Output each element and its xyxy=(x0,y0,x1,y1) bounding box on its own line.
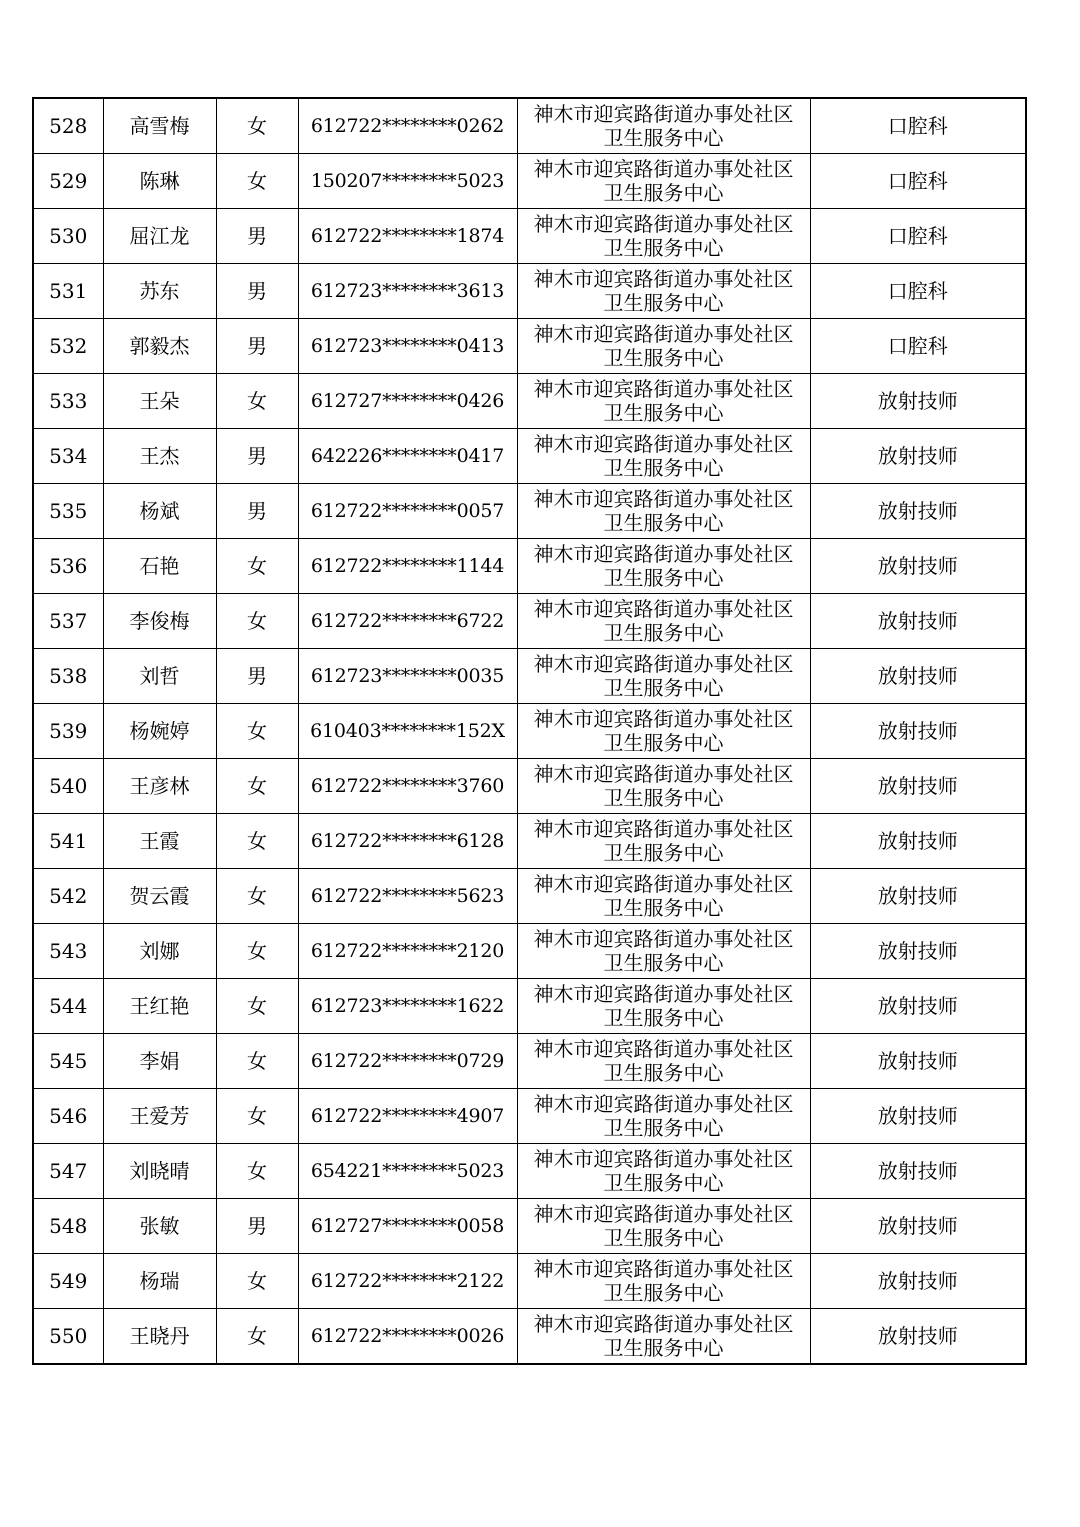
gender-cell: 男 xyxy=(216,484,298,539)
id-number-cell: 612722********4907 xyxy=(298,1089,517,1144)
row-number-cell: 550 xyxy=(33,1309,103,1365)
name-cell: 刘晓晴 xyxy=(103,1144,216,1199)
unit-line-2: 卫生服务中心 xyxy=(603,1006,724,1030)
post-cell: 放射技师 xyxy=(810,539,1026,594)
table-row xyxy=(33,484,1026,539)
unit-line-1: 神木市迎宾路街道办事处社区 xyxy=(533,1312,794,1336)
row-number-cell: 537 xyxy=(33,594,103,649)
unit-line-1: 神木市迎宾路街道办事处社区 xyxy=(533,597,794,621)
name-cell: 王彦林 xyxy=(103,759,216,814)
unit-line-1: 神木市迎宾路街道办事处社区 xyxy=(533,432,794,456)
table-row xyxy=(33,209,1026,264)
unit-line-2: 卫生服务中心 xyxy=(603,346,724,370)
post-cell: 放射技师 xyxy=(810,1144,1026,1199)
name-cell: 杨瑞 xyxy=(103,1254,216,1309)
gender-cell: 男 xyxy=(216,429,298,484)
table-row xyxy=(33,264,1026,319)
gender-cell: 女 xyxy=(216,759,298,814)
unit-cell xyxy=(517,1089,810,1144)
name-cell: 刘娜 xyxy=(103,924,216,979)
id-number-cell: 612722********0262 xyxy=(298,98,517,154)
gender-cell: 女 xyxy=(216,1034,298,1089)
unit-line-2: 卫生服务中心 xyxy=(603,731,724,755)
gender-cell: 男 xyxy=(216,649,298,704)
gender-cell: 女 xyxy=(216,1254,298,1309)
unit-cell xyxy=(517,649,810,704)
unit-line-1: 神木市迎宾路街道办事处社区 xyxy=(533,1092,794,1116)
unit-line-1: 神木市迎宾路街道办事处社区 xyxy=(533,927,794,951)
roster-table xyxy=(32,97,1027,1365)
unit-cell xyxy=(517,1034,810,1089)
id-number-cell: 612722********0026 xyxy=(298,1309,517,1365)
row-number-cell: 547 xyxy=(33,1144,103,1199)
unit-line-1: 神木市迎宾路街道办事处社区 xyxy=(533,707,794,731)
unit-line-1: 神木市迎宾路街道办事处社区 xyxy=(533,652,794,676)
gender-cell: 女 xyxy=(216,374,298,429)
unit-line-2: 卫生服务中心 xyxy=(603,1226,724,1250)
unit-line-1: 神木市迎宾路街道办事处社区 xyxy=(533,542,794,566)
id-number-cell: 612722********2120 xyxy=(298,924,517,979)
unit-line-2: 卫生服务中心 xyxy=(603,896,724,920)
unit-line-2: 卫生服务中心 xyxy=(603,1171,724,1195)
unit-line-1: 神木市迎宾路街道办事处社区 xyxy=(533,102,794,126)
unit-line-2: 卫生服务中心 xyxy=(603,786,724,810)
unit-cell xyxy=(517,759,810,814)
id-number-cell: 612722********0729 xyxy=(298,1034,517,1089)
name-cell: 王晓丹 xyxy=(103,1309,216,1365)
gender-cell: 女 xyxy=(216,98,298,154)
post-cell: 放射技师 xyxy=(810,759,1026,814)
table-row xyxy=(33,98,1026,154)
name-cell: 高雪梅 xyxy=(103,98,216,154)
unit-line-1: 神木市迎宾路街道办事处社区 xyxy=(533,762,794,786)
gender-cell: 女 xyxy=(216,924,298,979)
post-cell: 放射技师 xyxy=(810,704,1026,759)
table-row xyxy=(33,1089,1026,1144)
table-row xyxy=(33,1309,1026,1365)
row-number-cell: 546 xyxy=(33,1089,103,1144)
unit-line-1: 神木市迎宾路街道办事处社区 xyxy=(533,1037,794,1061)
table-row xyxy=(33,319,1026,374)
post-cell: 放射技师 xyxy=(810,924,1026,979)
post-cell: 口腔科 xyxy=(810,154,1026,209)
gender-cell: 女 xyxy=(216,979,298,1034)
id-number-cell: 610403********152X xyxy=(298,704,517,759)
unit-cell xyxy=(517,484,810,539)
id-number-cell: 612723********0413 xyxy=(298,319,517,374)
unit-cell xyxy=(517,1144,810,1199)
table-row xyxy=(33,814,1026,869)
unit-line-1: 神木市迎宾路街道办事处社区 xyxy=(533,872,794,896)
unit-cell xyxy=(517,869,810,924)
unit-cell xyxy=(517,814,810,869)
table-row xyxy=(33,1144,1026,1199)
name-cell: 王爱芳 xyxy=(103,1089,216,1144)
unit-line-2: 卫生服务中心 xyxy=(603,1281,724,1305)
unit-line-1: 神木市迎宾路街道办事处社区 xyxy=(533,1202,794,1226)
name-cell: 苏东 xyxy=(103,264,216,319)
id-number-cell: 612723********0035 xyxy=(298,649,517,704)
unit-line-1: 神木市迎宾路街道办事处社区 xyxy=(533,817,794,841)
id-number-cell: 612727********0058 xyxy=(298,1199,517,1254)
post-cell: 放射技师 xyxy=(810,429,1026,484)
unit-line-1: 神木市迎宾路街道办事处社区 xyxy=(533,267,794,291)
table-row xyxy=(33,759,1026,814)
row-number-cell: 538 xyxy=(33,649,103,704)
unit-line-2: 卫生服务中心 xyxy=(603,401,724,425)
id-number-cell: 612722********3760 xyxy=(298,759,517,814)
table-row xyxy=(33,1034,1026,1089)
row-number-cell: 543 xyxy=(33,924,103,979)
post-cell: 放射技师 xyxy=(810,649,1026,704)
table-row xyxy=(33,979,1026,1034)
name-cell: 王霞 xyxy=(103,814,216,869)
table-row xyxy=(33,704,1026,759)
unit-cell xyxy=(517,539,810,594)
row-number-cell: 529 xyxy=(33,154,103,209)
id-number-cell: 612722********6722 xyxy=(298,594,517,649)
post-cell: 口腔科 xyxy=(810,98,1026,154)
roster-body xyxy=(33,98,1026,1364)
table-row xyxy=(33,539,1026,594)
table-row xyxy=(33,869,1026,924)
table-row xyxy=(33,154,1026,209)
unit-cell xyxy=(517,594,810,649)
row-number-cell: 534 xyxy=(33,429,103,484)
post-cell: 放射技师 xyxy=(810,1034,1026,1089)
unit-line-2: 卫生服务中心 xyxy=(603,291,724,315)
unit-line-1: 神木市迎宾路街道办事处社区 xyxy=(533,157,794,181)
row-number-cell: 536 xyxy=(33,539,103,594)
table-row xyxy=(33,594,1026,649)
table-row xyxy=(33,924,1026,979)
row-number-cell: 531 xyxy=(33,264,103,319)
unit-line-1: 神木市迎宾路街道办事处社区 xyxy=(533,982,794,1006)
unit-line-2: 卫生服务中心 xyxy=(603,1116,724,1140)
gender-cell: 女 xyxy=(216,869,298,924)
row-number-cell: 542 xyxy=(33,869,103,924)
unit-cell xyxy=(517,264,810,319)
row-number-cell: 533 xyxy=(33,374,103,429)
id-number-cell: 642226********0417 xyxy=(298,429,517,484)
unit-line-2: 卫生服务中心 xyxy=(603,566,724,590)
unit-line-1: 神木市迎宾路街道办事处社区 xyxy=(533,1147,794,1171)
row-number-cell: 528 xyxy=(33,98,103,154)
unit-line-1: 神木市迎宾路街道办事处社区 xyxy=(533,377,794,401)
name-cell: 杨婉婷 xyxy=(103,704,216,759)
unit-line-1: 神木市迎宾路街道办事处社区 xyxy=(533,487,794,511)
row-number-cell: 530 xyxy=(33,209,103,264)
gender-cell: 女 xyxy=(216,1144,298,1199)
id-number-cell: 612723********3613 xyxy=(298,264,517,319)
id-number-cell: 612723********1622 xyxy=(298,979,517,1034)
gender-cell: 女 xyxy=(216,594,298,649)
gender-cell: 男 xyxy=(216,209,298,264)
id-number-cell: 612722********1874 xyxy=(298,209,517,264)
name-cell: 陈琳 xyxy=(103,154,216,209)
name-cell: 王杰 xyxy=(103,429,216,484)
row-number-cell: 539 xyxy=(33,704,103,759)
id-number-cell: 612727********0426 xyxy=(298,374,517,429)
post-cell: 放射技师 xyxy=(810,1254,1026,1309)
name-cell: 李俊梅 xyxy=(103,594,216,649)
post-cell: 放射技师 xyxy=(810,374,1026,429)
name-cell: 郭毅杰 xyxy=(103,319,216,374)
gender-cell: 女 xyxy=(216,539,298,594)
name-cell: 李娟 xyxy=(103,1034,216,1089)
row-number-cell: 535 xyxy=(33,484,103,539)
gender-cell: 女 xyxy=(216,1309,298,1365)
unit-cell xyxy=(517,704,810,759)
post-cell: 放射技师 xyxy=(810,1199,1026,1254)
row-number-cell: 549 xyxy=(33,1254,103,1309)
gender-cell: 女 xyxy=(216,154,298,209)
post-cell: 放射技师 xyxy=(810,979,1026,1034)
name-cell: 屈江龙 xyxy=(103,209,216,264)
unit-cell xyxy=(517,429,810,484)
name-cell: 张敏 xyxy=(103,1199,216,1254)
name-cell: 石艳 xyxy=(103,539,216,594)
post-cell: 放射技师 xyxy=(810,814,1026,869)
unit-line-2: 卫生服务中心 xyxy=(603,456,724,480)
table-row xyxy=(33,1254,1026,1309)
post-cell: 口腔科 xyxy=(810,209,1026,264)
unit-line-2: 卫生服务中心 xyxy=(603,511,724,535)
unit-line-2: 卫生服务中心 xyxy=(603,181,724,205)
table-row xyxy=(33,649,1026,704)
row-number-cell: 545 xyxy=(33,1034,103,1089)
gender-cell: 男 xyxy=(216,1199,298,1254)
post-cell: 放射技师 xyxy=(810,1089,1026,1144)
id-number-cell: 150207********5023 xyxy=(298,154,517,209)
unit-cell xyxy=(517,1254,810,1309)
id-number-cell: 654221********5023 xyxy=(298,1144,517,1199)
post-cell: 放射技师 xyxy=(810,869,1026,924)
unit-line-2: 卫生服务中心 xyxy=(603,841,724,865)
gender-cell: 女 xyxy=(216,814,298,869)
id-number-cell: 612722********2122 xyxy=(298,1254,517,1309)
id-number-cell: 612722********5623 xyxy=(298,869,517,924)
row-number-cell: 532 xyxy=(33,319,103,374)
post-cell: 放射技师 xyxy=(810,484,1026,539)
unit-cell xyxy=(517,374,810,429)
name-cell: 刘哲 xyxy=(103,649,216,704)
unit-cell xyxy=(517,979,810,1034)
unit-line-2: 卫生服务中心 xyxy=(603,951,724,975)
gender-cell: 男 xyxy=(216,319,298,374)
unit-cell xyxy=(517,319,810,374)
name-cell: 杨斌 xyxy=(103,484,216,539)
unit-line-2: 卫生服务中心 xyxy=(603,676,724,700)
unit-line-1: 神木市迎宾路街道办事处社区 xyxy=(533,1257,794,1281)
unit-line-2: 卫生服务中心 xyxy=(603,126,724,150)
row-number-cell: 548 xyxy=(33,1199,103,1254)
name-cell: 王红艳 xyxy=(103,979,216,1034)
post-cell: 口腔科 xyxy=(810,264,1026,319)
row-number-cell: 544 xyxy=(33,979,103,1034)
table-row xyxy=(33,1199,1026,1254)
unit-cell xyxy=(517,1199,810,1254)
post-cell: 放射技师 xyxy=(810,1309,1026,1365)
unit-cell xyxy=(517,1309,810,1365)
gender-cell: 女 xyxy=(216,1089,298,1144)
post-cell: 放射技师 xyxy=(810,594,1026,649)
unit-cell xyxy=(517,209,810,264)
row-number-cell: 540 xyxy=(33,759,103,814)
post-cell: 口腔科 xyxy=(810,319,1026,374)
unit-cell xyxy=(517,924,810,979)
name-cell: 王朵 xyxy=(103,374,216,429)
unit-line-2: 卫生服务中心 xyxy=(603,621,724,645)
unit-line-2: 卫生服务中心 xyxy=(603,236,724,260)
unit-line-1: 神木市迎宾路街道办事处社区 xyxy=(533,212,794,236)
id-number-cell: 612722********0057 xyxy=(298,484,517,539)
unit-cell xyxy=(517,154,810,209)
id-number-cell: 612722********6128 xyxy=(298,814,517,869)
unit-line-2: 卫生服务中心 xyxy=(603,1336,724,1360)
table-row xyxy=(33,374,1026,429)
gender-cell: 女 xyxy=(216,704,298,759)
unit-line-1: 神木市迎宾路街道办事处社区 xyxy=(533,322,794,346)
unit-line-2: 卫生服务中心 xyxy=(603,1061,724,1085)
name-cell: 贺云霞 xyxy=(103,869,216,924)
gender-cell: 男 xyxy=(216,264,298,319)
table-row xyxy=(33,429,1026,484)
id-number-cell: 612722********1144 xyxy=(298,539,517,594)
unit-cell xyxy=(517,98,810,154)
row-number-cell: 541 xyxy=(33,814,103,869)
